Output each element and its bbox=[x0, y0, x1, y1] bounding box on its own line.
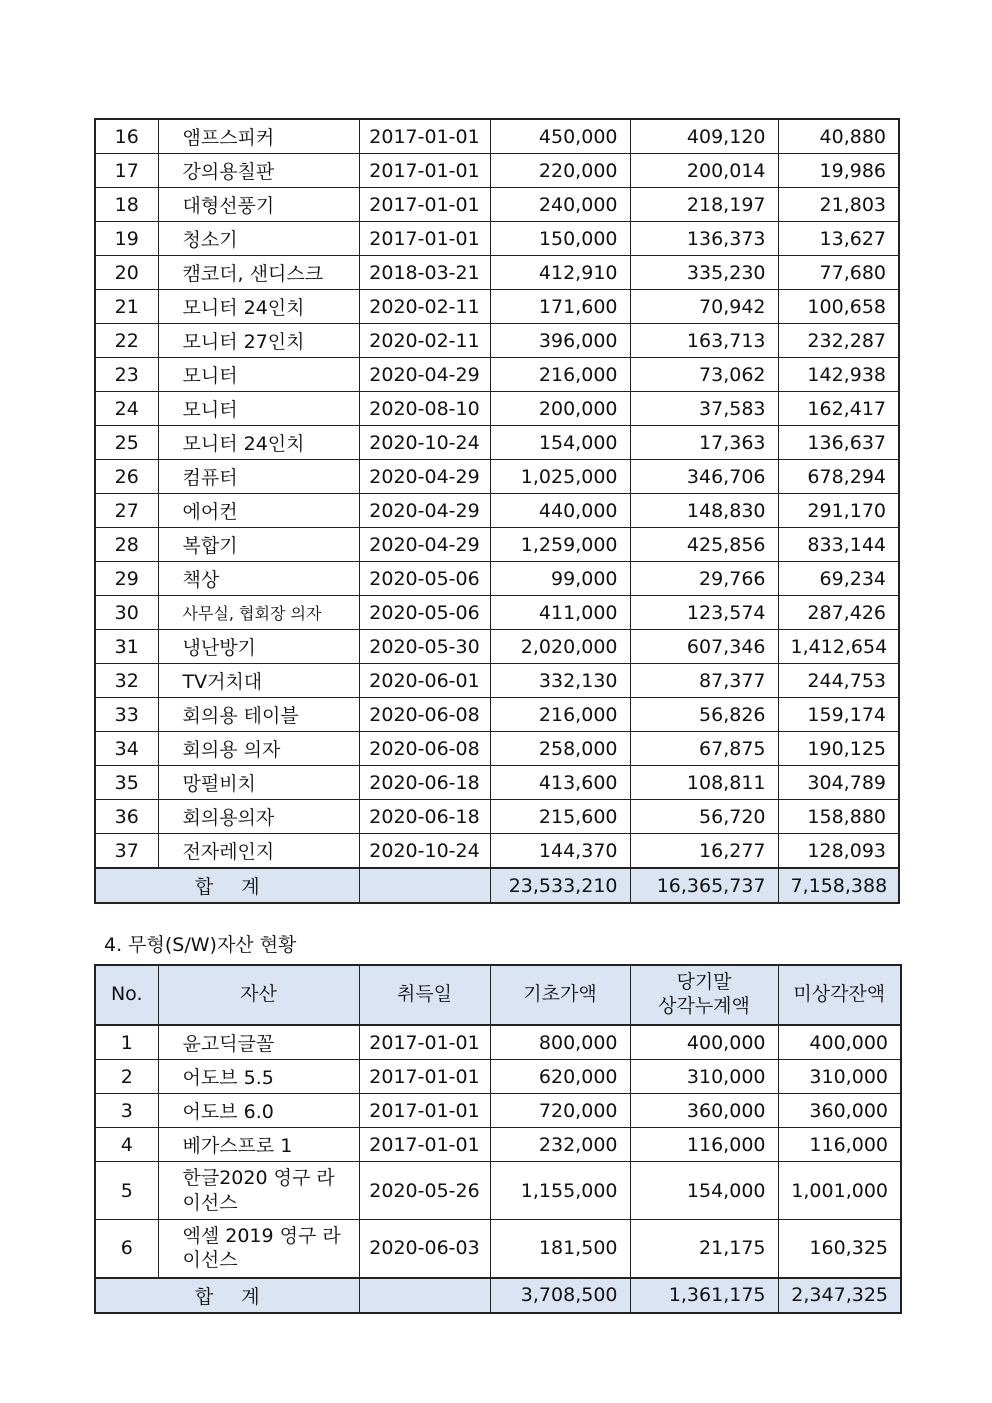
cell-accumulated-depreciation: 116,000 bbox=[630, 1128, 778, 1162]
cell-accumulated-depreciation: 346,706 bbox=[630, 460, 778, 494]
cell-no: 2 bbox=[95, 1060, 158, 1094]
total-row bbox=[95, 868, 899, 903]
cell-base-value: 1,259,000 bbox=[490, 528, 630, 562]
cell-asset-name: 모니터 24인치 bbox=[158, 290, 359, 324]
table-row bbox=[95, 800, 899, 834]
table-row bbox=[95, 766, 899, 800]
cell-no: 24 bbox=[95, 392, 158, 426]
cell-accumulated-depreciation: 218,197 bbox=[630, 188, 778, 222]
cell-base-value: 240,000 bbox=[490, 188, 630, 222]
cell-remaining-value: 1,001,000 bbox=[778, 1162, 901, 1220]
cell-acquisition-date: 2020-06-01 bbox=[359, 664, 490, 698]
table-row bbox=[95, 664, 899, 698]
cell-accumulated-depreciation: 67,875 bbox=[630, 732, 778, 766]
table-row bbox=[95, 358, 899, 392]
cell-asset-name: 모니터 27인치 bbox=[158, 324, 359, 358]
cell-asset-name: 강의용칠판 bbox=[158, 154, 359, 188]
cell-acquisition-date: 2020-05-06 bbox=[359, 562, 490, 596]
cell-accumulated-depreciation: 87,377 bbox=[630, 664, 778, 698]
cell-asset-name: 망펄비치 bbox=[158, 766, 359, 800]
cell-base-value: 411,000 bbox=[490, 596, 630, 630]
section-title: 4. 무형(S/W)자산 현황 bbox=[104, 934, 297, 956]
cell-asset-name: 모니터 24인치 bbox=[158, 426, 359, 460]
cell-base-value: 200,000 bbox=[490, 392, 630, 426]
cell-accumulated-depreciation: 136,373 bbox=[630, 222, 778, 256]
table-row bbox=[95, 119, 899, 154]
cell-base-value: 413,600 bbox=[490, 766, 630, 800]
cell-asset-name: 냉난방기 bbox=[158, 630, 359, 664]
header-accum-line2: 상각누계액 bbox=[658, 995, 750, 1017]
cell-acquisition-date: 2020-10-24 bbox=[359, 834, 490, 869]
table-row bbox=[95, 698, 899, 732]
cell-asset-name: 전자레인지 bbox=[158, 834, 359, 869]
table-row bbox=[95, 1128, 901, 1162]
cell-no: 17 bbox=[95, 154, 158, 188]
cell-base-value: 216,000 bbox=[490, 358, 630, 392]
cell-asset-name: 책상 bbox=[158, 562, 359, 596]
cell-asset-name: 모니터 bbox=[158, 392, 359, 426]
total-base-value: 3,708,500 bbox=[490, 1278, 630, 1313]
tangible-asset-table bbox=[94, 118, 900, 904]
cell-acquisition-date: 2020-06-18 bbox=[359, 800, 490, 834]
cell-accumulated-depreciation: 360,000 bbox=[630, 1094, 778, 1128]
cell-remaining-value: 128,093 bbox=[778, 834, 899, 869]
header-accum bbox=[630, 965, 778, 1025]
cell-base-value: 232,000 bbox=[490, 1128, 630, 1162]
cell-asset-name: 베가스프로 1 bbox=[158, 1128, 359, 1162]
cell-accumulated-depreciation: 73,062 bbox=[630, 358, 778, 392]
cell-acquisition-date: 2017-01-01 bbox=[359, 1025, 490, 1060]
cell-accumulated-depreciation: 607,346 bbox=[630, 630, 778, 664]
cell-accumulated-depreciation: 123,574 bbox=[630, 596, 778, 630]
cell-base-value: 396,000 bbox=[490, 324, 630, 358]
total-empty-cell bbox=[359, 868, 490, 903]
cell-asset-name: TV거치대 bbox=[158, 664, 359, 698]
cell-no: 3 bbox=[95, 1094, 158, 1128]
cell-asset-name: 엑셀 2019 영구 라이선스 bbox=[158, 1220, 359, 1278]
cell-acquisition-date: 2017-01-01 bbox=[359, 188, 490, 222]
cell-no: 35 bbox=[95, 766, 158, 800]
cell-asset-name: 대형선풍기 bbox=[158, 188, 359, 222]
cell-acquisition-date: 2017-01-01 bbox=[359, 1128, 490, 1162]
header-no: No. bbox=[95, 965, 158, 1025]
table-row bbox=[95, 630, 899, 664]
cell-no: 29 bbox=[95, 562, 158, 596]
cell-no: 31 bbox=[95, 630, 158, 664]
cell-accumulated-depreciation: 400,000 bbox=[630, 1025, 778, 1060]
cell-acquisition-date: 2020-04-29 bbox=[359, 358, 490, 392]
cell-no: 30 bbox=[95, 596, 158, 630]
cell-remaining-value: 304,789 bbox=[778, 766, 899, 800]
cell-no: 18 bbox=[95, 188, 158, 222]
cell-base-value: 800,000 bbox=[490, 1025, 630, 1060]
cell-asset-name: 청소기 bbox=[158, 222, 359, 256]
table-row bbox=[95, 732, 899, 766]
cell-base-value: 150,000 bbox=[490, 222, 630, 256]
cell-remaining-value: 19,986 bbox=[778, 154, 899, 188]
cell-remaining-value: 69,234 bbox=[778, 562, 899, 596]
cell-no: 5 bbox=[95, 1162, 158, 1220]
cell-accumulated-depreciation: 154,000 bbox=[630, 1162, 778, 1220]
cell-no: 1 bbox=[95, 1025, 158, 1060]
total-label-part-b: 계 bbox=[241, 876, 260, 898]
cell-remaining-value: 142,938 bbox=[778, 358, 899, 392]
cell-remaining-value: 400,000 bbox=[778, 1025, 901, 1060]
cell-acquisition-date: 2020-06-08 bbox=[359, 732, 490, 766]
cell-accumulated-depreciation: 148,830 bbox=[630, 494, 778, 528]
cell-no: 23 bbox=[95, 358, 158, 392]
cell-asset-name: 윤고딕글꼴 bbox=[158, 1025, 359, 1060]
table-row bbox=[95, 290, 899, 324]
cell-acquisition-date: 2020-10-24 bbox=[359, 426, 490, 460]
intangible-asset-table-body bbox=[95, 1025, 901, 1313]
total-accumulated-depreciation: 1,361,175 bbox=[630, 1278, 778, 1313]
cell-remaining-value: 1,412,654 bbox=[778, 630, 899, 664]
cell-no: 20 bbox=[95, 256, 158, 290]
cell-asset-name: 캠코더, 샌디스크 bbox=[158, 256, 359, 290]
cell-acquisition-date: 2017-01-01 bbox=[359, 222, 490, 256]
cell-acquisition-date: 2017-01-01 bbox=[359, 1060, 490, 1094]
cell-acquisition-date: 2020-06-08 bbox=[359, 698, 490, 732]
cell-acquisition-date: 2020-05-26 bbox=[359, 1162, 490, 1220]
cell-accumulated-depreciation: 108,811 bbox=[630, 766, 778, 800]
cell-accumulated-depreciation: 29,766 bbox=[630, 562, 778, 596]
cell-acquisition-date: 2020-02-11 bbox=[359, 324, 490, 358]
cell-base-value: 220,000 bbox=[490, 154, 630, 188]
total-row bbox=[95, 1278, 901, 1313]
cell-no: 33 bbox=[95, 698, 158, 732]
cell-remaining-value: 21,803 bbox=[778, 188, 899, 222]
cell-acquisition-date: 2020-04-29 bbox=[359, 528, 490, 562]
table-row bbox=[95, 460, 899, 494]
tangible-asset-table-body bbox=[95, 119, 899, 903]
cell-remaining-value: 159,174 bbox=[778, 698, 899, 732]
cell-no: 25 bbox=[95, 426, 158, 460]
cell-no: 37 bbox=[95, 834, 158, 869]
cell-accumulated-depreciation: 17,363 bbox=[630, 426, 778, 460]
total-label-part-a: 합 bbox=[194, 1285, 214, 1308]
cell-asset-name: 회의용의자 bbox=[158, 800, 359, 834]
cell-remaining-value: 162,417 bbox=[778, 392, 899, 426]
total-label bbox=[95, 868, 359, 903]
cell-accumulated-depreciation: 37,583 bbox=[630, 392, 778, 426]
cell-accumulated-depreciation: 163,713 bbox=[630, 324, 778, 358]
header-remain: 미상각잔액 bbox=[778, 965, 901, 1025]
cell-asset-name: 회의용 테이블 bbox=[158, 698, 359, 732]
total-accumulated-depreciation: 16,365,737 bbox=[630, 868, 778, 903]
total-empty-cell bbox=[359, 1278, 490, 1313]
cell-accumulated-depreciation: 335,230 bbox=[630, 256, 778, 290]
total-base-value: 23,533,210 bbox=[490, 868, 630, 903]
cell-remaining-value: 40,880 bbox=[778, 119, 899, 154]
cell-base-value: 720,000 bbox=[490, 1094, 630, 1128]
cell-base-value: 258,000 bbox=[490, 732, 630, 766]
cell-remaining-value: 77,680 bbox=[778, 256, 899, 290]
cell-accumulated-depreciation: 16,277 bbox=[630, 834, 778, 869]
cell-remaining-value: 13,627 bbox=[778, 222, 899, 256]
cell-remaining-value: 287,426 bbox=[778, 596, 899, 630]
table-row bbox=[95, 426, 899, 460]
header-accum-line1: 당기말 bbox=[676, 971, 732, 994]
cell-accumulated-depreciation: 200,014 bbox=[630, 154, 778, 188]
cell-remaining-value: 232,287 bbox=[778, 324, 899, 358]
cell-remaining-value: 158,880 bbox=[778, 800, 899, 834]
table-row bbox=[95, 596, 899, 630]
cell-no: 34 bbox=[95, 732, 158, 766]
cell-no: 6 bbox=[95, 1220, 158, 1278]
cell-no: 26 bbox=[95, 460, 158, 494]
cell-asset-name: 회의용 의자 bbox=[158, 732, 359, 766]
table-row bbox=[95, 834, 899, 869]
cell-base-value: 332,130 bbox=[490, 664, 630, 698]
cell-accumulated-depreciation: 425,856 bbox=[630, 528, 778, 562]
cell-no: 28 bbox=[95, 528, 158, 562]
cell-acquisition-date: 2020-05-06 bbox=[359, 596, 490, 630]
header-date: 취득일 bbox=[359, 965, 490, 1025]
cell-acquisition-date: 2017-01-01 bbox=[359, 154, 490, 188]
cell-asset-name: 복합기 bbox=[158, 528, 359, 562]
header-asset: 자산 bbox=[158, 965, 359, 1025]
cell-accumulated-depreciation: 70,942 bbox=[630, 290, 778, 324]
cell-acquisition-date: 2018-03-21 bbox=[359, 256, 490, 290]
cell-asset-name: 에어컨 bbox=[158, 494, 359, 528]
cell-asset-name: 한글2020 영구 라이선스 bbox=[158, 1162, 359, 1220]
cell-no: 4 bbox=[95, 1128, 158, 1162]
cell-remaining-value: 244,753 bbox=[778, 664, 899, 698]
cell-base-value: 1,155,000 bbox=[490, 1162, 630, 1220]
table-row bbox=[95, 562, 899, 596]
cell-base-value: 154,000 bbox=[490, 426, 630, 460]
cell-acquisition-date: 2017-01-01 bbox=[359, 1094, 490, 1128]
table-row bbox=[95, 1060, 901, 1094]
header-base: 기초가액 bbox=[490, 965, 630, 1025]
cell-base-value: 99,000 bbox=[490, 562, 630, 596]
total-label-part-a: 합 bbox=[194, 876, 214, 898]
cell-base-value: 181,500 bbox=[490, 1220, 630, 1278]
cell-no: 32 bbox=[95, 664, 158, 698]
cell-acquisition-date: 2020-08-10 bbox=[359, 392, 490, 426]
cell-base-value: 215,600 bbox=[490, 800, 630, 834]
cell-asset-name: 모니터 bbox=[158, 358, 359, 392]
table-row bbox=[95, 222, 899, 256]
total-label-part-b: 계 bbox=[241, 1285, 260, 1308]
table-row bbox=[95, 1094, 901, 1128]
cell-accumulated-depreciation: 21,175 bbox=[630, 1220, 778, 1278]
cell-base-value: 1,025,000 bbox=[490, 460, 630, 494]
cell-base-value: 440,000 bbox=[490, 494, 630, 528]
intangible-asset-table bbox=[94, 964, 902, 1314]
cell-base-value: 216,000 bbox=[490, 698, 630, 732]
cell-acquisition-date: 2020-02-11 bbox=[359, 290, 490, 324]
cell-base-value: 450,000 bbox=[490, 119, 630, 154]
table-row bbox=[95, 188, 899, 222]
cell-base-value: 2,020,000 bbox=[490, 630, 630, 664]
cell-remaining-value: 160,325 bbox=[778, 1220, 901, 1278]
total-label bbox=[95, 1278, 359, 1313]
cell-accumulated-depreciation: 409,120 bbox=[630, 119, 778, 154]
cell-asset-name: 컴퓨터 bbox=[158, 460, 359, 494]
cell-acquisition-date: 2020-05-30 bbox=[359, 630, 490, 664]
cell-remaining-value: 116,000 bbox=[778, 1128, 901, 1162]
table-row bbox=[95, 1025, 901, 1060]
table-row bbox=[95, 324, 899, 358]
cell-no: 36 bbox=[95, 800, 158, 834]
table-row bbox=[95, 154, 899, 188]
table-row bbox=[95, 1220, 901, 1278]
cell-acquisition-date: 2020-06-18 bbox=[359, 766, 490, 800]
cell-acquisition-date: 2020-04-29 bbox=[359, 494, 490, 528]
cell-no: 21 bbox=[95, 290, 158, 324]
cell-asset-name: 어도브 5.5 bbox=[158, 1060, 359, 1094]
cell-base-value: 171,600 bbox=[490, 290, 630, 324]
cell-remaining-value: 678,294 bbox=[778, 460, 899, 494]
cell-acquisition-date: 2017-01-01 bbox=[359, 119, 490, 154]
table-row bbox=[95, 256, 899, 290]
cell-remaining-value: 360,000 bbox=[778, 1094, 901, 1128]
cell-asset-name: 어도브 6.0 bbox=[158, 1094, 359, 1128]
cell-no: 19 bbox=[95, 222, 158, 256]
cell-no: 27 bbox=[95, 494, 158, 528]
cell-remaining-value: 291,170 bbox=[778, 494, 899, 528]
cell-asset-name: 앰프스피커 bbox=[158, 119, 359, 154]
cell-base-value: 620,000 bbox=[490, 1060, 630, 1094]
cell-remaining-value: 310,000 bbox=[778, 1060, 901, 1094]
cell-remaining-value: 136,637 bbox=[778, 426, 899, 460]
cell-acquisition-date: 2020-04-29 bbox=[359, 460, 490, 494]
total-remaining-value: 7,158,388 bbox=[778, 868, 899, 903]
cell-no: 22 bbox=[95, 324, 158, 358]
cell-base-value: 412,910 bbox=[490, 256, 630, 290]
cell-no: 16 bbox=[95, 119, 158, 154]
cell-remaining-value: 190,125 bbox=[778, 732, 899, 766]
cell-accumulated-depreciation: 56,826 bbox=[630, 698, 778, 732]
table-row bbox=[95, 528, 899, 562]
cell-base-value: 144,370 bbox=[490, 834, 630, 869]
cell-remaining-value: 833,144 bbox=[778, 528, 899, 562]
table-row bbox=[95, 494, 899, 528]
cell-acquisition-date: 2020-06-03 bbox=[359, 1220, 490, 1278]
cell-remaining-value: 100,658 bbox=[778, 290, 899, 324]
cell-asset-name: 사무실, 협회장 의자 bbox=[158, 596, 359, 630]
cell-accumulated-depreciation: 56,720 bbox=[630, 800, 778, 834]
total-remaining-value: 2,347,325 bbox=[778, 1278, 901, 1313]
table-row bbox=[95, 1162, 901, 1220]
intangible-table-header bbox=[95, 965, 901, 1025]
cell-accumulated-depreciation: 310,000 bbox=[630, 1060, 778, 1094]
table-row bbox=[95, 392, 899, 426]
